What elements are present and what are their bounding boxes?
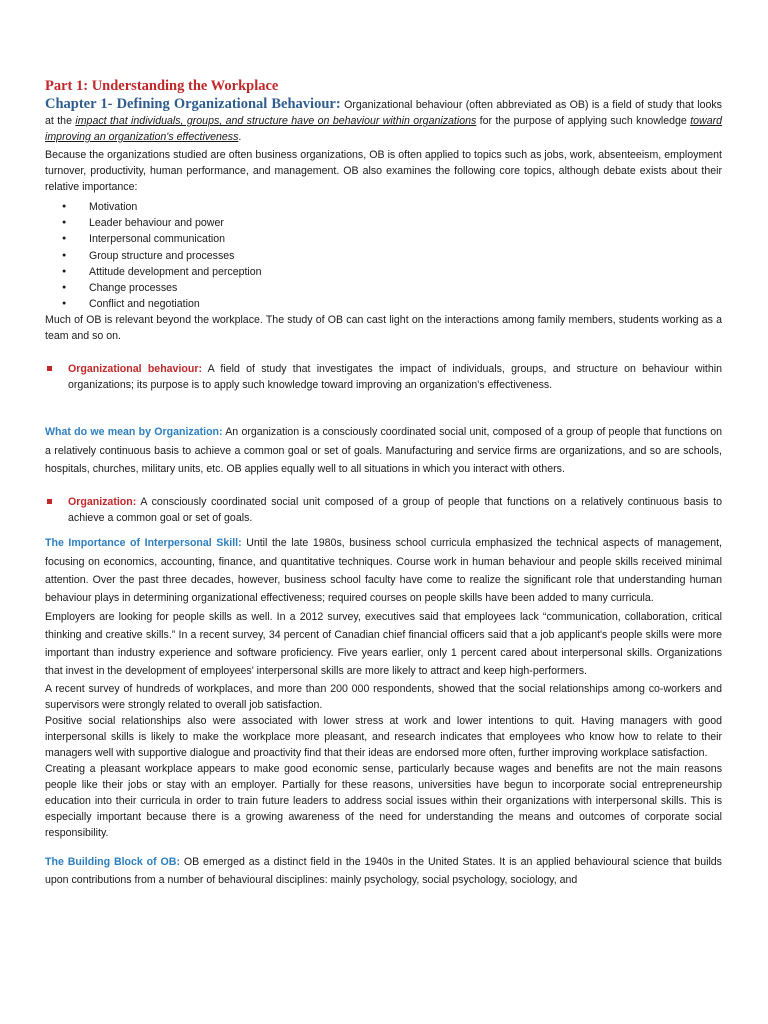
intro-paragraph: Because the organizations studied are often business organizations, OB is often applied to topics such as jobs, work, absenteeism, employment turnover, productivity, human performance, and management. OB also examines the following core topics, although debate exists about their relative importance: — [45, 149, 722, 193]
chapter-intro-paragraph — [45, 96, 722, 145]
chapter-text-3: . — [238, 131, 242, 143]
chapter-underline-1: impact that individuals, groups, and structure have on behaviour within organizations — [75, 115, 477, 127]
list-item: ● Interpersonal communication — [45, 231, 722, 247]
definition-term: Organization: — [68, 496, 137, 509]
chapter-underline-2: toward improving an organization's effectiveness — [45, 115, 722, 143]
list-item: ● Leader behaviour and power — [45, 215, 722, 231]
definition-text: A consciously coordinated social unit composed of a group of people that functions on a relatively continuous basis to achieve a common goal or set of goals. — [68, 496, 722, 525]
section-heading-building-block: The Building Block of OB: — [45, 855, 180, 868]
list-item: ● Change processes — [45, 280, 722, 296]
organization-text: An organization is a consciously coordinated social unit, composed of a group of people that functions on a relatively continuous basis to achieve a common goal or set of goals. Manufacturing and service firms are organizations, and so are schools, hospitals, churches, military units, etc. OB applies equally well to all situations in which you interact with others. — [45, 426, 722, 476]
square-bullet-icon — [47, 366, 52, 371]
definition-organizational-behaviour — [45, 361, 722, 393]
definition-text: A field of study that investigates the impact of individuals, groups, and structure on behaviour within organizations; its purpose is to apply such knowledge toward improving an organization's effectiveness. — [68, 363, 722, 392]
pleasant-workplace-paragraph: Creating a pleasant workplace appears to make good economic sense, particularly because wages and benefits are not the main reasons people like their jobs or stay with an employer. Partially for these reasons, universities have begun to incorporate social entrepreneurship education into their curricula in order to train future leaders to address social issues within their organizations with interpersonal skills. This is especially important because there is a growing awareness of the need for understanding the means and outcomes of corporate social responsibility. — [45, 762, 722, 839]
square-bullet-icon — [47, 499, 52, 504]
section-heading-interpersonal-skill: The Importance of Interpersonal Skill: — [45, 537, 242, 550]
chapter-title: Chapter 1- Defining Organizational Behaviour: — [45, 96, 341, 112]
document-page — [45, 78, 722, 889]
definition-term: Organizational behaviour: — [68, 363, 202, 376]
definition-organization — [45, 494, 722, 526]
chapter-text-2: for the purpose of applying such knowledge — [476, 115, 691, 127]
interpersonal-skill-paragraph — [45, 534, 722, 607]
beyond-workplace-paragraph: Much of OB is relevant beyond the workplace. The study of OB can cast light on the interactions among family members, students working as a team and so on. — [45, 314, 722, 343]
core-topics-list — [45, 199, 722, 312]
building-block-text: OB emerged as a distinct field in the 1940s in the United States. It is an applied behavioural science that builds upon contributions from a number of behavioural disciplines: mainly psychology, social psychology, sociology, and — [45, 855, 722, 886]
list-item: ● Group structure and processes — [45, 248, 722, 264]
list-item: ● Conflict and negotiation — [45, 296, 722, 312]
section-heading-organization: What do we mean by Organization: — [45, 426, 223, 439]
interpersonal-skill-text: Until the late 1980s, business school curricula emphasized the technical aspects of management, focusing on economics, accounting, finance, and quantitative techniques. Course work in human behaviour and people skills received minimal attention. Over the past three decades, however, business school faculty have come to realize the significant role that understanding human behaviour plays in determining organizational effectiveness; required courses on people skills have been added to many curricula. — [45, 537, 722, 605]
survey-paragraph: A recent survey of hundreds of workplaces, and more than 200 000 respondents, showed that the social relationships among co-workers and supervisors were strongly related to overall job satisfaction. — [45, 682, 722, 711]
part-title: Part 1: Understanding the Workplace — [45, 78, 279, 94]
building-block-paragraph — [45, 853, 722, 890]
list-item: ● Motivation — [45, 199, 722, 215]
employers-paragraph: Employers are looking for people skills as well. In a 2012 survey, executives said that employees lack “communication, collaboration, critical thinking and creative skills.” In a recent survey, 34 percent of Canadian chief financial officers said that a job applicant's people skills were more important than industry experience and software proficiency. Five years earlier, only 1 percent cared about interpersonal skills. Organizations that invest in the development of employees' interpersonal skills are more likely to attract and keep high-performers. — [45, 610, 722, 678]
chapter-text-1: Organizational behaviour (often abbreviated as OB) is a field of study that looks at the — [45, 99, 722, 127]
list-item: ● Attitude development and perception — [45, 264, 722, 280]
positive-relationships-paragraph: Positive social relationships also were associated with lower stress at work and lower intentions to quit. Having managers with good interpersonal skills is likely to make the workplace more pleasant, and research indicates that employees who know how to relate to their managers well with supportive dialogue and proactivity find that their ideas are endorsed more often, further improving workplace satisfaction. — [45, 714, 722, 759]
organization-paragraph — [45, 423, 722, 478]
